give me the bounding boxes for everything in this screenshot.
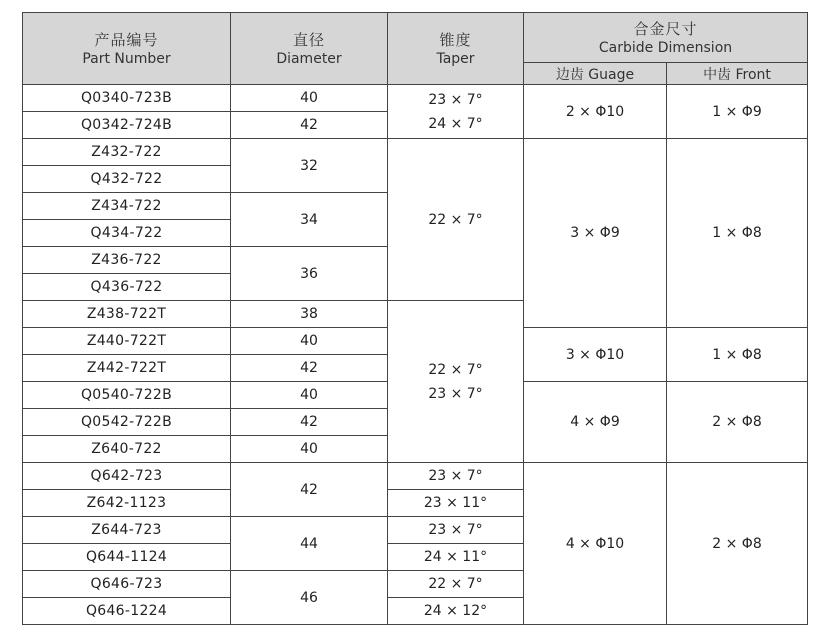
- taper-value: 24 × 7°: [428, 115, 483, 132]
- diameter-header-cn: 直径: [292, 30, 325, 49]
- part-number-cell: Z442-722T: [23, 355, 231, 382]
- gauge-cell: 2 × Φ10: [524, 85, 667, 139]
- diameter-cell: 46: [231, 571, 388, 625]
- gauge-header: 边齿 Guage: [524, 63, 667, 85]
- taper-cell: 24 × 11°: [388, 544, 524, 571]
- front-cell: 1 × Φ8: [667, 139, 808, 328]
- taper-value: 23 × 7°: [428, 91, 483, 108]
- part-number-cell: Q0342-724B: [23, 112, 231, 139]
- diameter-header: [231, 13, 388, 85]
- diameter-cell: 40: [231, 328, 388, 355]
- part-number-header: [23, 13, 231, 85]
- part-number-cell: Q646-1224: [23, 598, 231, 625]
- front-cell: 2 × Φ8: [667, 463, 808, 625]
- part-number-cell: Z438-722T: [23, 301, 231, 328]
- diameter-cell: 42: [231, 355, 388, 382]
- part-number-cell: Z640-722: [23, 436, 231, 463]
- gauge-cell: 3 × Φ9: [524, 139, 667, 328]
- taper-cell: [388, 301, 524, 463]
- part-number-cell: Q432-722: [23, 166, 231, 193]
- taper-cell: 24 × 12°: [388, 598, 524, 625]
- part-number-cell: Z642-1123: [23, 490, 231, 517]
- taper-value: 22 × 7°: [428, 361, 483, 378]
- part-number-cell: Q0542-722B: [23, 409, 231, 436]
- diameter-cell: 32: [231, 139, 388, 193]
- part-number-cell: Q642-723: [23, 463, 231, 490]
- part-number-cell: Z644-723: [23, 517, 231, 544]
- part-number-cell: Q0340-723B: [23, 85, 231, 112]
- carbide-header: [524, 13, 808, 63]
- diameter-header-en: Diameter: [276, 50, 342, 67]
- part-number-cell: Z440-722T: [23, 328, 231, 355]
- diameter-cell: 36: [231, 247, 388, 301]
- taper-cell: 23 × 11°: [388, 490, 524, 517]
- part-number-cell: Z432-722: [23, 139, 231, 166]
- part-number-cell: Q436-722: [23, 274, 231, 301]
- spec-table: [22, 12, 808, 625]
- front-cell: 2 × Φ8: [667, 382, 808, 463]
- part-number-header-cn: 产品编号: [94, 30, 159, 49]
- diameter-cell: 40: [231, 436, 388, 463]
- taper-cell: 22 × 7°: [388, 139, 524, 301]
- front-cell: 1 × Φ9: [667, 85, 808, 139]
- part-number-cell: Z434-722: [23, 193, 231, 220]
- diameter-cell: 34: [231, 193, 388, 247]
- taper-value: 23 × 7°: [428, 385, 483, 402]
- taper-cell: 23 × 7°: [388, 463, 524, 490]
- taper-cell: [388, 85, 524, 139]
- diameter-cell: 38: [231, 301, 388, 328]
- gauge-cell: 4 × Φ10: [524, 463, 667, 625]
- front-header: 中齿 Front: [667, 63, 808, 85]
- taper-cell: 22 × 7°: [388, 571, 524, 598]
- part-number-cell: Q434-722: [23, 220, 231, 247]
- diameter-cell: 42: [231, 112, 388, 139]
- diameter-cell: 40: [231, 85, 388, 112]
- diameter-cell: 44: [231, 517, 388, 571]
- gauge-cell: 4 × Φ9: [524, 382, 667, 463]
- front-cell: 1 × Φ8: [667, 328, 808, 382]
- carbide-header-cn: 合金尺寸: [633, 19, 698, 38]
- taper-header-cn: 锥度: [439, 30, 472, 49]
- carbide-header-en: Carbide Dimension: [598, 39, 733, 56]
- part-number-cell: Z436-722: [23, 247, 231, 274]
- diameter-cell: 42: [231, 409, 388, 436]
- part-number-cell: Q0540-722B: [23, 382, 231, 409]
- taper-header: [388, 13, 524, 85]
- taper-cell: 23 × 7°: [388, 517, 524, 544]
- taper-header-en: Taper: [436, 50, 475, 67]
- diameter-cell: 42: [231, 463, 388, 517]
- part-number-cell: Q644-1124: [23, 544, 231, 571]
- diameter-cell: 40: [231, 382, 388, 409]
- gauge-cell: 3 × Φ10: [524, 328, 667, 382]
- part-number-header-en: Part Number: [82, 50, 171, 67]
- part-number-cell: Q646-723: [23, 571, 231, 598]
